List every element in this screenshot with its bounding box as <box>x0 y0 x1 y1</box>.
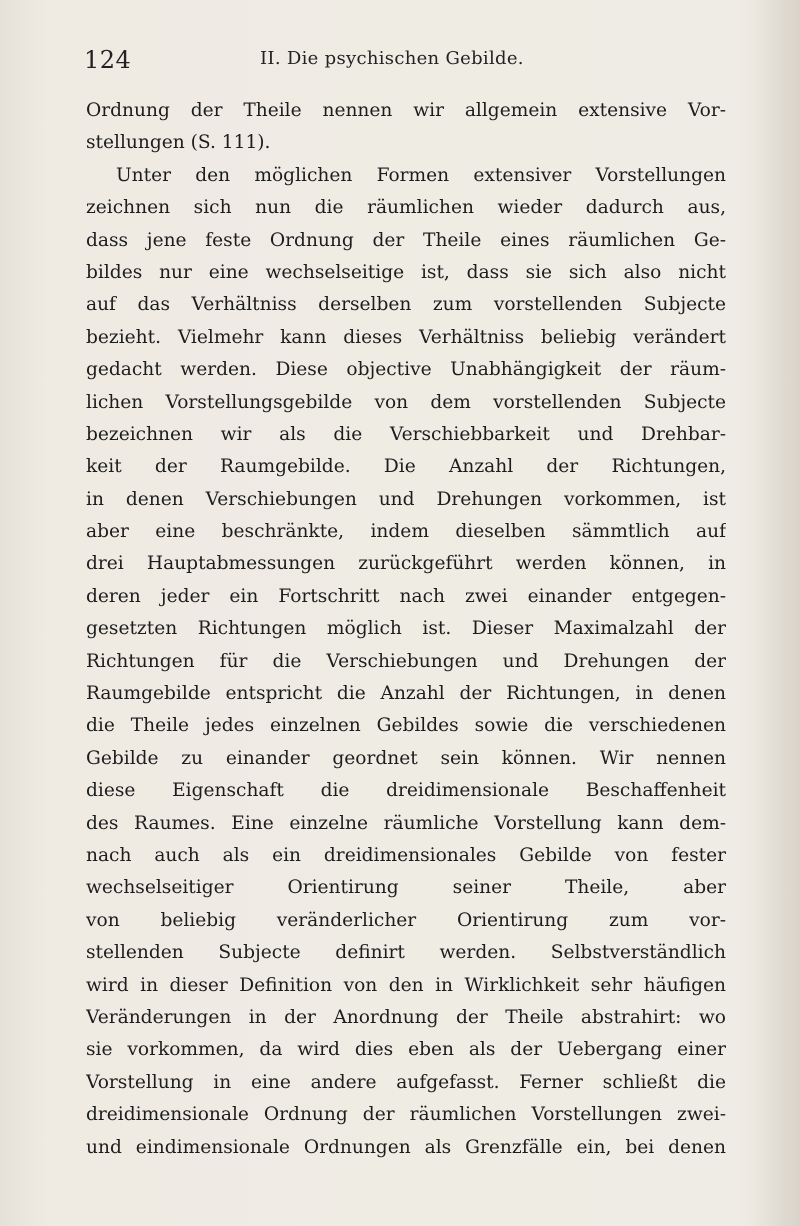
text-line: dreidimensionale Ordnung der räumlichen Vorstellungen zwei- <box>86 1104 726 1126</box>
text-line: die Theile jedes einzelnen Gebildes sowie die verschiedenen <box>86 715 726 737</box>
text-line: nach auch als ein dreidimensionales Gebilde von fester <box>86 844 726 866</box>
text-line: stellungen (S. 111). <box>86 132 271 154</box>
text-line: stellenden Subjecte definirt werden. Selbstverständlich <box>86 942 726 964</box>
text-line: gesetzten Richtungen möglich ist. Dieser Maximalzahl der <box>86 618 726 640</box>
text-line: bildes nur eine wechselseitige ist, dass sie sich also nicht <box>86 261 726 283</box>
text-line: Vorstellung in eine andere aufgefasst. Ferner schließt die <box>86 1071 726 1093</box>
text-line: Raumgebilde entspricht die Anzahl der Richtungen, in denen <box>86 683 726 705</box>
text-line: Unter den möglichen Formen extensiver Vorstellungen <box>116 164 726 186</box>
text-line: und eindimensionale Ordnungen als Grenzfälle ein, bei denen <box>86 1136 726 1158</box>
text-line: des Raumes. Eine einzelne räumliche Vorstellung kann dem- <box>86 812 726 834</box>
text-line: auf das Verhältniss derselben zum vorstellenden Subjecte <box>86 294 726 316</box>
text-line: wird in dieser Definition von den in Wirklichkeit sehr häufigen <box>86 974 726 996</box>
text-line: Veränderungen in der Anordnung der Theile abstrahirt: wo <box>86 1006 726 1028</box>
text-line: von beliebig veränderlicher Orientirung zum vor- <box>86 909 726 931</box>
text-line: wechselseitiger Orientirung seiner Theile, aber <box>86 877 726 899</box>
page-header <box>84 46 734 80</box>
text-line: bezeichnen wir als die Verschiebbarkeit und Drehbar- <box>86 423 726 445</box>
text-line: deren jeder ein Fortschritt nach zwei einander entgegen- <box>86 585 726 607</box>
text-line: sie vorkommen, da wird dies eben als der Uebergang einer <box>86 1039 726 1061</box>
body-text <box>86 95 726 1164</box>
text-line: bezieht. Vielmehr kann dieses Verhältniss beliebig verändert <box>86 326 726 348</box>
text-line: zeichnen sich nun die räumlichen wieder dadurch aus, <box>86 197 726 219</box>
page-gutter-shadow <box>752 0 800 1226</box>
running-head: II. Die psychischen Gebilde. <box>260 48 524 69</box>
text-line: dass jene feste Ordnung der Theile eines räumlichen Ge- <box>86 229 726 251</box>
text-line: lichen Vorstellungsgebilde von dem vorstellenden Subjecte <box>86 391 726 413</box>
text-line: gedacht werden. Diese objective Unabhängigkeit der räum- <box>86 359 726 381</box>
text-line: keit der Raumgebilde. Die Anzahl der Richtungen, <box>86 456 726 478</box>
text-line: drei Hauptabmessungen zurückgeführt werden können, in <box>86 553 726 575</box>
page-number: 124 <box>84 46 132 74</box>
text-line: diese Eigenschaft die dreidimensionale Beschaffenheit <box>86 780 726 802</box>
text-line: Gebilde zu einander geordnet sein können. Wir nennen <box>86 747 726 769</box>
text-line: Ordnung der Theile nennen wir allgemein extensive Vor- <box>86 100 726 121</box>
text-line: aber eine beschränkte, indem dieselben sämmtlich auf <box>86 521 726 543</box>
text-line: in denen Verschiebungen und Drehungen vorkommen, ist <box>86 488 726 510</box>
text-line: Richtungen für die Verschiebungen und Drehungen der <box>86 650 726 672</box>
